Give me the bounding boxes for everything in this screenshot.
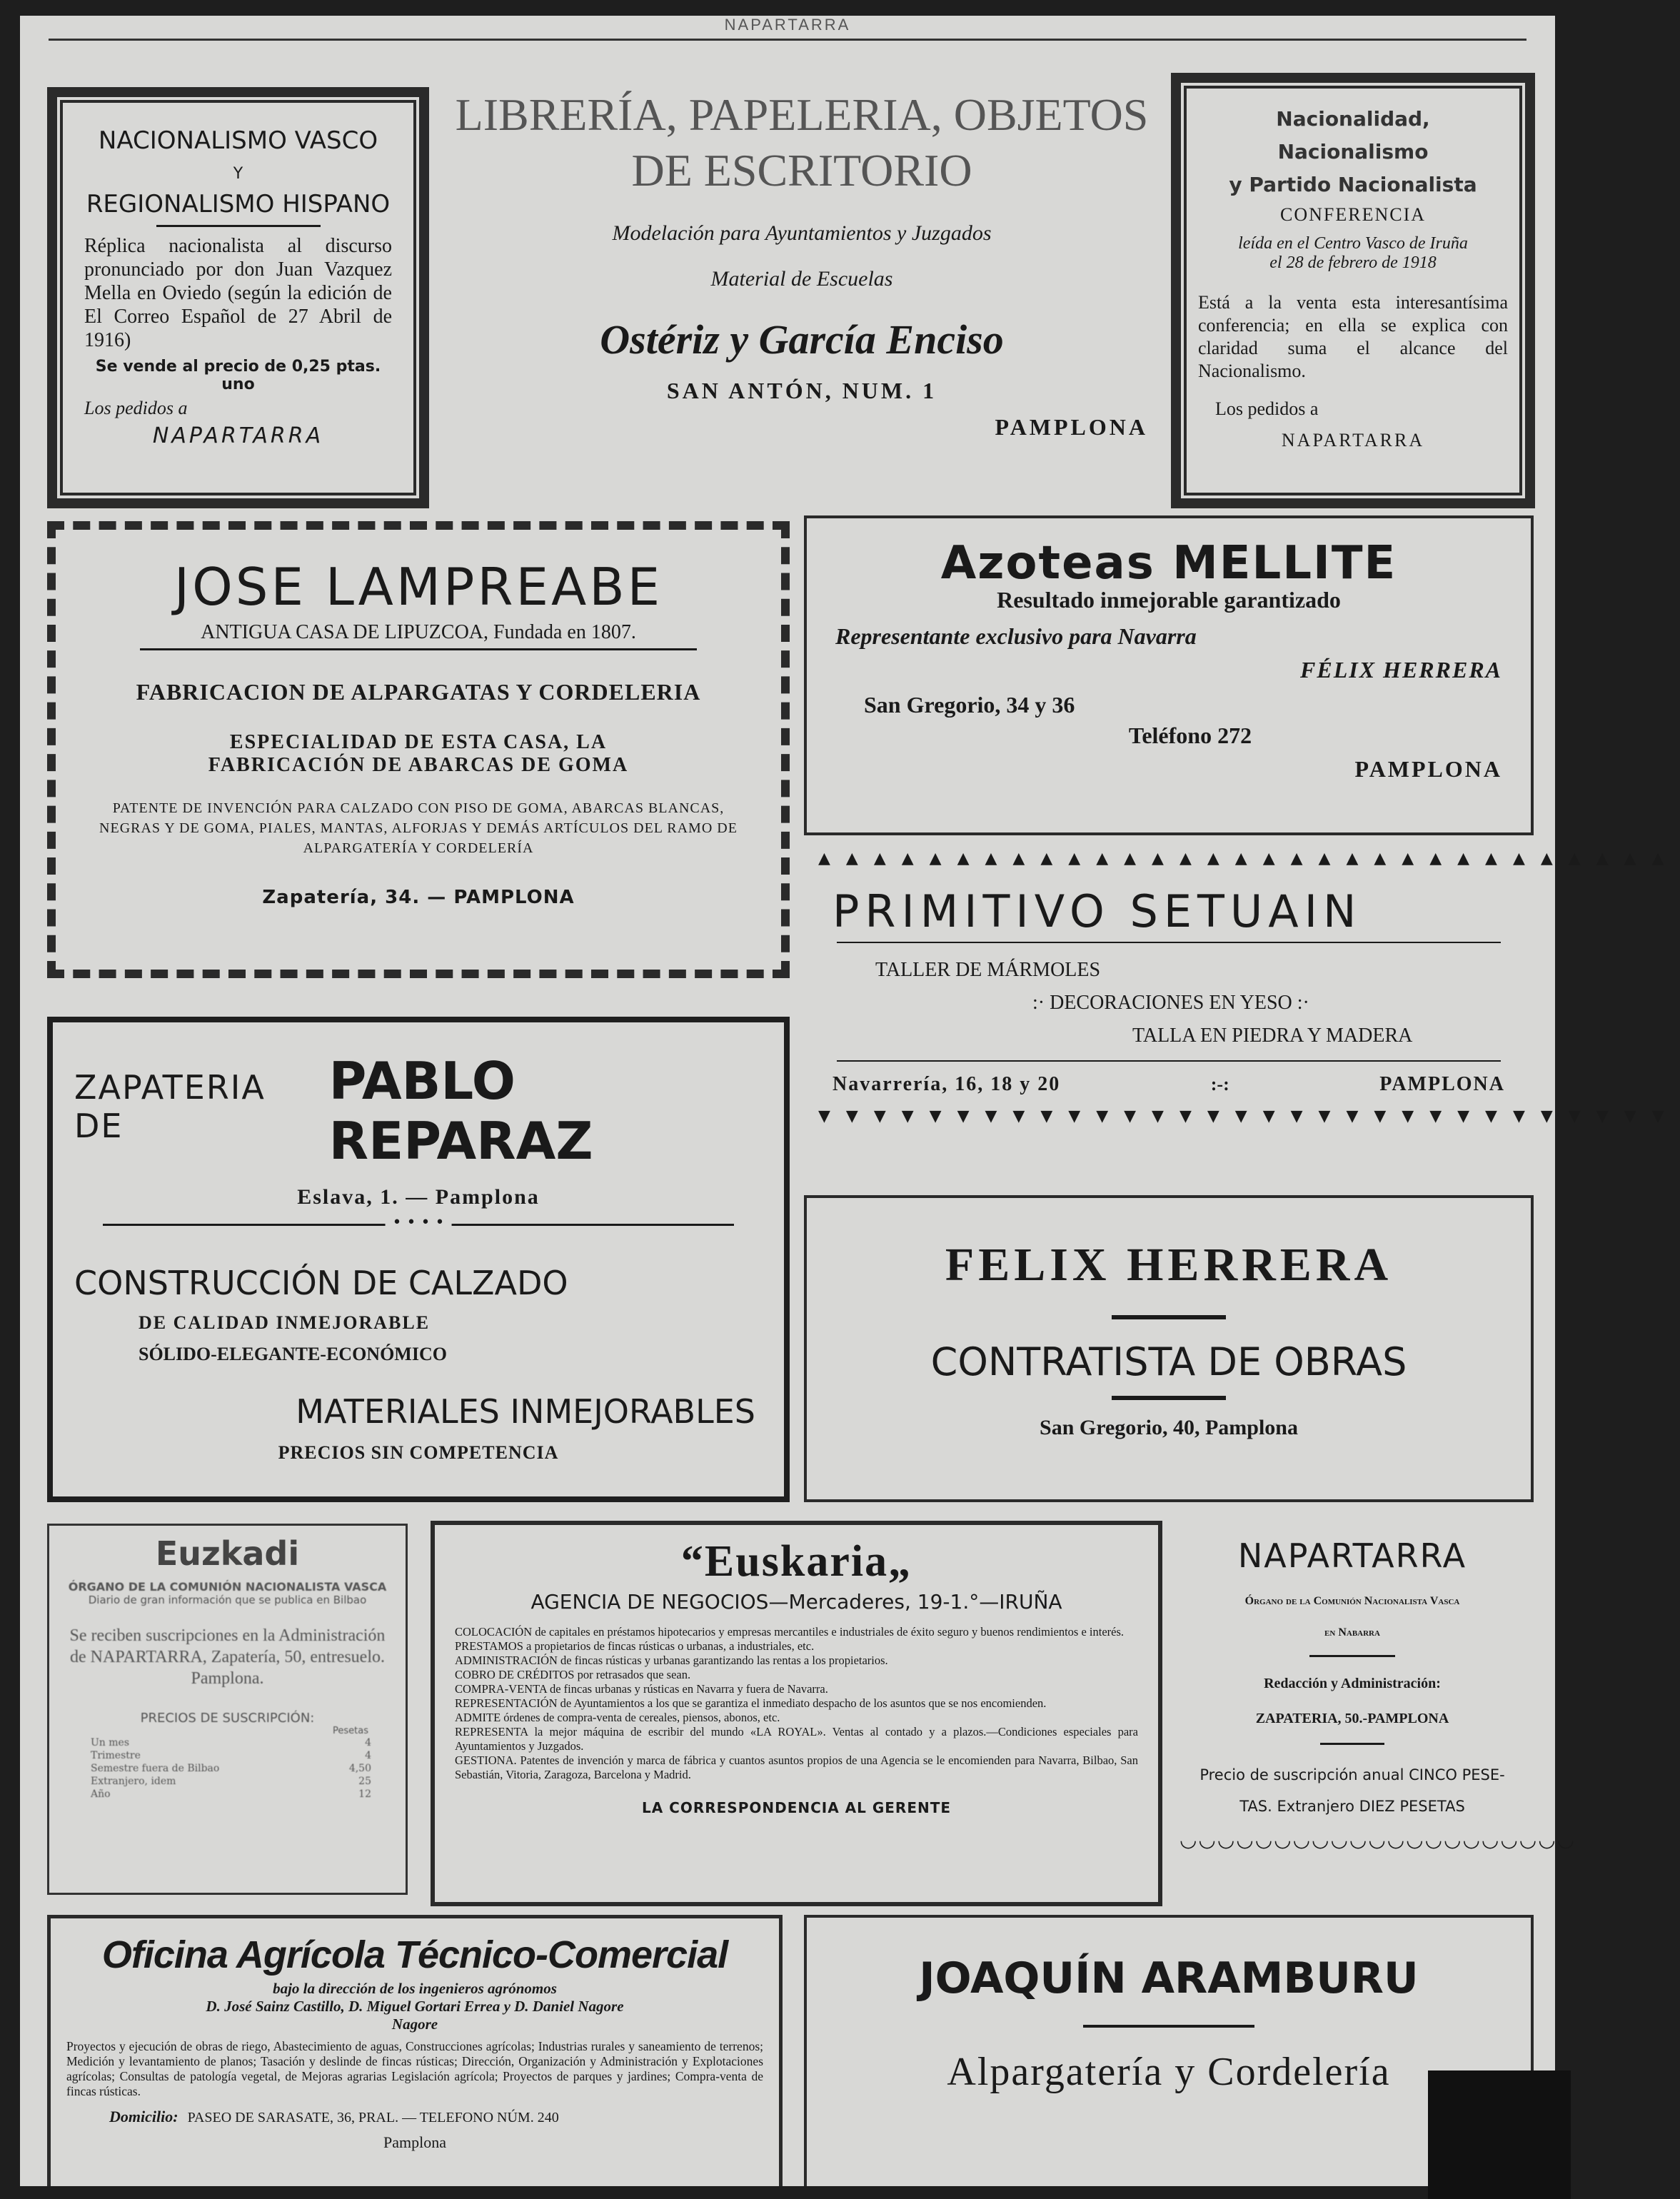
agent-name: FÉLIX HERRERA <box>1300 657 1502 683</box>
trade: Alpargatería y Cordelería <box>947 2050 1391 2094</box>
ad-conferencia <box>1171 73 1535 508</box>
service-item: COLOCACIÓN de capitales en préstamos hipotecarios y empresas mercantiles e industriales de éxito seguro y buenos rendimientos e interés. <box>455 1625 1125 1639</box>
orders-text: Los pedidos a <box>84 398 188 418</box>
price-value: 12 <box>358 1788 371 1800</box>
subtitle-1: Órgano de la Comunión Nacionalista Vasca <box>1244 1595 1460 1607</box>
name: PRIMITIVO SETUAIN <box>833 885 1362 937</box>
top-border: ▲▲▲▲▲▲▲▲▲▲▲▲▲▲▲▲▲▲▲▲▲▲▲▲▲▲▲▲▲▲▲ <box>818 850 1680 867</box>
newspaper-page <box>20 16 1680 2186</box>
representative: Representante exclusivo para Navarra <box>835 623 1197 649</box>
line-1: CONSTRUCCIÓN DE CALZADO <box>74 1264 568 1302</box>
city: PAMPLONA <box>1354 756 1502 782</box>
price-line-2: TAS. Extranjero DIEZ PESETAS <box>1239 1798 1465 1815</box>
ad-lampreabe <box>47 521 790 978</box>
title: Oficina Agrícola Técnico-Comercial <box>101 1933 728 1976</box>
line-2: :· DECORACIONES EN YESO :· <box>1032 992 1309 1014</box>
line-3: PATENTE DE INVENCIÓN PARA CALZADO CON PISO DE GOMA, ABARCAS BLANCAS, NEGRAS Y DE GOMA, PIALES, MANTAS, ALFORJAS Y DEMÁS ARTÍCULOS DEL RAMO DE ALPARGATERÍA Y CORDELERÍA <box>99 800 738 856</box>
subtitle-2: en Nabarra <box>1324 1626 1380 1639</box>
address: San Gregorio, 34 y 36 <box>864 692 1075 718</box>
name: JOAQUÍN ARAMBURU <box>919 1953 1419 2003</box>
separator: :-: <box>1210 1074 1229 1095</box>
body-text: Proyectos y ejecución de obras de riego, Abastecimiento de aguas, Construcciones agrícolas; Industrias rurales y saneamiento de terrenos; Medición y levantamiento de planos; Tasación y deslinde de fincas rústicas; Dirección, Organización y Administración y Explotaciones agrícolas; Consultas de patología vegetal, de Mejoras agrarias Legislación agrícola; Proyectos de parques y jardines; Compra-venta de fincas rústicas. <box>66 2039 763 2098</box>
price-label: Trimestre <box>91 1750 141 1761</box>
scallop-border: ◡◡◡◡◡◡◡◡◡◡◡◡◡◡◡◡◡◡◡◡◡ <box>1179 1828 1576 1851</box>
price-row <box>62 1736 393 1749</box>
ad-reparaz <box>47 1017 790 1502</box>
prices-unit: Pesetas <box>333 1726 368 1736</box>
price-line-1: Precio de suscripción anual CINCO PESE- <box>1199 1766 1505 1783</box>
address: Eslava, 1. — Pamplona <box>297 1185 540 1209</box>
domicile-label: Domicilio: <box>109 2108 178 2125</box>
price-row <box>62 1762 393 1775</box>
read-line-2: el 28 de febrero de 1918 <box>1269 253 1437 272</box>
city: PAMPLONA <box>1379 1073 1505 1095</box>
line-3: TALLA EN PIEDRA Y MADERA <box>1132 1025 1413 1047</box>
price-label: Un mes <box>91 1737 130 1748</box>
title: Euzkadi <box>155 1534 300 1573</box>
service-item: PRESTAMOS a propietarios de fincas rústicas o urbanas, a industriales, etc. <box>455 1639 815 1653</box>
service-item: GESTIONA. Patentes de invención y marca de fábrica y cuantos asuntos propios de una Agencia se le encomienden para Navarra, Bilbao, San Sebastián, Vitoria, Zaragoza, Barcelona y Madrid. <box>455 1753 1138 1781</box>
services-list <box>455 1625 1138 1782</box>
footer: LA CORRESPONDENCIA AL GERENTE <box>641 1799 952 1816</box>
name: PABLO REPARAZ <box>328 1051 593 1171</box>
service-item: ADMITE órdenes de compra-venta de cereales, piensos, abonos, etc. <box>455 1711 780 1724</box>
address: Zapatería, 34. — PAMPLONA <box>262 887 575 908</box>
name: JOSE LAMPREABE <box>173 557 663 617</box>
title-line-1: LIBRERÍA, PAPELERIA, OBJETOS <box>455 89 1149 140</box>
price-value: 4 <box>365 1737 371 1748</box>
address: SAN ANTÓN, NUM. 1 <box>666 378 937 403</box>
read-line-1: leída en el Centro Vasco de Iruña <box>1238 234 1468 253</box>
address: San Gregorio, 40, Pamplona <box>1040 1416 1298 1439</box>
price-row <box>62 1788 393 1801</box>
ad-oficina-agricola <box>47 1915 783 2186</box>
service-item: ADMINISTRACIÓN de fincas rústicas y urbanas garantizando las rentas a los propietarios. <box>455 1654 888 1667</box>
ad-aramburu <box>804 1915 1534 2186</box>
price-text: Se vende al precio de 0,25 ptas. uno <box>95 358 381 393</box>
firm-name: Ostériz y García Enciso <box>600 316 1004 363</box>
dest-text: NAPARTARRA <box>152 423 324 448</box>
subtitle: CONFERENCIA <box>1279 204 1426 225</box>
redaccion-1: Redacción y Administración: <box>1264 1676 1441 1691</box>
line-4: MATERIALES INMEJORABLES <box>296 1392 755 1431</box>
body-text: Está a la venta esta interesantísima conferencia; en ella se explica con claridad suma el alcance del Nacionalismo. <box>1198 292 1508 381</box>
subtitle-3: Nagore <box>391 2016 438 2033</box>
title-y: Y <box>233 165 243 183</box>
ad-euskaria <box>431 1521 1162 1906</box>
price-label: Extranjero, idem <box>91 1776 176 1787</box>
prices-table <box>62 1736 393 1801</box>
dots: • • • • <box>386 1214 452 1232</box>
city: PAMPLONA <box>995 414 1148 440</box>
title-line-2: DE ESCRITORIO <box>631 145 972 196</box>
body-text: Se reciben suscripciones en la Administración de NAPARTARRA, Zapatería, 50, entresuelo. Pamplona. <box>69 1626 386 1688</box>
line-3: SÓLIDO-ELEGANTE-ECONÓMICO <box>139 1344 447 1364</box>
line-2: Material de Escuelas <box>710 267 893 291</box>
subtitle: Resultado inmejorable garantizado <box>997 587 1341 613</box>
service-item: COBRO DE CRÉDITOS por retrasados que sean. <box>455 1668 691 1681</box>
phone: Teléfono 272 <box>1128 723 1252 748</box>
title-line-2: REGIONALISMO HISPANO <box>86 190 391 218</box>
ad-nacionalismo-vasco <box>47 87 429 508</box>
ad-setuain <box>804 845 1680 1188</box>
price-value: 4,50 <box>348 1763 371 1774</box>
pre-title: ZAPATERIA DE <box>74 1068 266 1145</box>
address: Navarrería, 16, 18 y 20 <box>833 1073 1061 1095</box>
trade: CONTRATISTA DE OBRAS <box>930 1339 1407 1384</box>
title: “Euskaria„ <box>680 1537 912 1586</box>
orders-text: Los pedidos a <box>1215 398 1319 419</box>
line-2b: FABRICACIÓN DE ABARCAS DE GOMA <box>208 754 629 776</box>
line-5: PRECIOS SIN COMPETENCIA <box>278 1442 559 1463</box>
name: FELIX HERRERA <box>945 1239 1393 1291</box>
price-label: Semestre fuera de Bilbao <box>91 1763 220 1774</box>
body-text: Réplica nacionalista al discurso pronunciado por don Juan Vazquez Mella en Oviedo (según la edición de El Correo Español de 27 Abril de 1916) <box>84 235 392 351</box>
subtitle-1: bajo la dirección de los ingenieros agrónomos <box>273 1980 557 1997</box>
bottom-border: ▼▼▼▼▼▼▼▼▼▼▼▼▼▼▼▼▼▼▼▼▼▼▼▼▼▼▼▼▼▼▼ <box>818 1107 1680 1125</box>
ad-napartarra <box>1170 1522 1576 1908</box>
service-item: REPRESENTA la mejor máquina de escribir del mundo «LA ROYAL». Ventas al contado y a plazos.—Condiciones especiales para Ayuntamientos y Juzgados. <box>455 1725 1138 1753</box>
line-2a: ESPECIALIDAD DE ESTA CASA, LA <box>229 731 608 753</box>
price-value: 25 <box>358 1776 371 1787</box>
ad-felix-herrera <box>804 1195 1534 1502</box>
domicile: PASEO DE SARASATE, 36, PRAL. — TELEFONO NÚM. 240 <box>187 2110 559 2125</box>
subtitle: AGENCIA DE NEGOCIOS—Mercaderes, 19-1.°—IRUÑA <box>530 1590 1062 1614</box>
title-line-1: Nacionalidad, Nacionalismo <box>1276 107 1430 163</box>
price-label: Año <box>91 1788 111 1800</box>
masthead: NAPARTARRA <box>20 16 1555 36</box>
subtitle-2: D. José Sainz Castillo, D. Miguel Gortari Errea y D. Daniel Nagore <box>206 1998 624 2015</box>
title-line-1: NACIONALISMO VASCO <box>98 126 378 155</box>
ad-libreria <box>441 80 1162 508</box>
line-2: DE CALIDAD INMEJORABLE <box>139 1312 431 1333</box>
service-item: COMPRA-VENTA de fincas urbanas y rústicas en Navarra y fuera de Navarra. <box>455 1682 828 1696</box>
prices-title: PRECIOS DE SUSCRIPCIÓN: <box>140 1711 315 1726</box>
title: Azoteas MELLITE <box>940 537 1397 590</box>
price-row <box>62 1749 393 1762</box>
title-line-2: y Partido Nacionalista <box>1229 173 1477 196</box>
line-1: FABRICACION DE ALPARGATAS Y CORDELERIA <box>136 679 701 705</box>
dest-text: NAPARTARRA <box>1281 430 1425 451</box>
redaccion-2: ZAPATERIA, 50.-PAMPLONA <box>1255 1711 1449 1726</box>
line-1: Modelación para Ayuntamientos y Juzgados <box>612 221 992 245</box>
line-1: TALLER DE MÁRMOLES <box>875 959 1101 981</box>
service-item: REPRESENTACIÓN de Ayuntamientos a los que se garantiza el inmediato despacho de los asuntos que se nos encomienden. <box>455 1696 1047 1710</box>
city: Pamplona <box>383 2133 446 2151</box>
price-row <box>62 1775 393 1788</box>
subtitle-1: ÓRGANO DE LA COMUNIÓN NACIONALISTA VASCA <box>68 1580 387 1594</box>
subtitle-2: Diario de gran información que se publica en Bilbao <box>88 1594 367 1606</box>
ad-mellite <box>804 515 1534 835</box>
subtitle: ANTIGUA CASA DE LIPUZCOA, Fundada en 1807. <box>201 621 636 643</box>
ad-euzkadi <box>47 1524 408 1895</box>
price-value: 4 <box>365 1750 371 1761</box>
page-edge-shadow <box>1428 2070 1571 2199</box>
title: NAPARTARRA <box>1237 1536 1467 1575</box>
